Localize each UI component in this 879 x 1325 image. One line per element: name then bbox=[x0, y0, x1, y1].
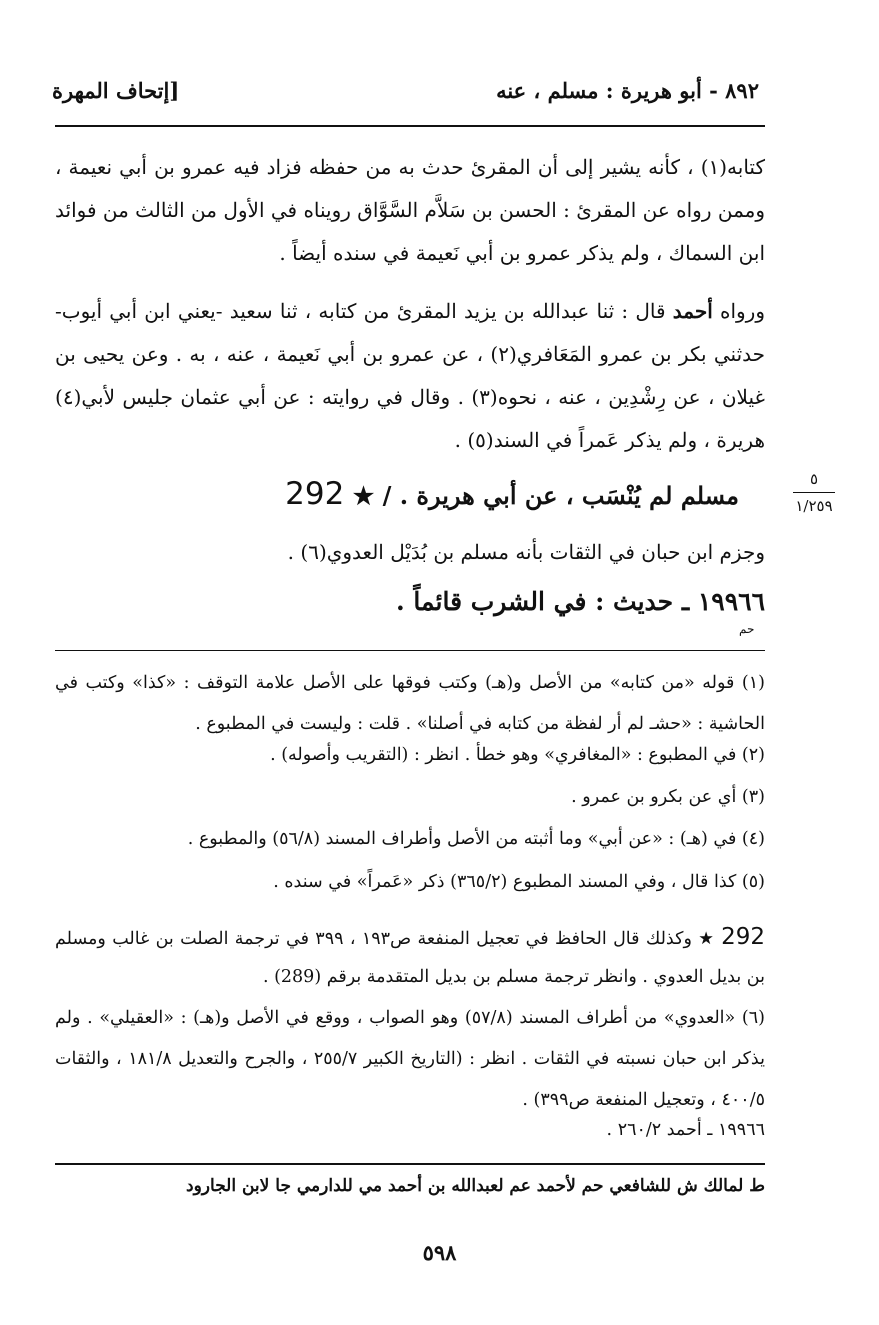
body-paragraph-3: وجزم ابن حبان في الثقات بأنه مسلم بن بُدَيْل العدوي(٦) . bbox=[287, 540, 765, 564]
body-paragraph-1: كتابه(١) ، كأنه يشير إلى أن المقرئ حدث به من حفظه فزاد فيه عمرو بن أبي نعيمة ، وممن رواه عن المقرئ : الحسن بن سَلاَّم السَّوَّاق رويناه في الأول من الثالث من فوائد ابن السماك ، ولم يذكر عمرو بن أبي نَعيمة في سنده أيضاً . bbox=[55, 155, 765, 265]
margin-mark: ٥ bbox=[809, 470, 819, 488]
entry-heading-292 bbox=[285, 476, 739, 512]
entry-number: 292 bbox=[285, 476, 345, 512]
footnote-rule bbox=[55, 650, 765, 651]
footnote-5: (٥) كذا قال ، وفي المسند المطبوع (٣٦٥/٢) ذكر «عَمراً» في سنده . bbox=[273, 872, 765, 892]
footnote-1: (١) قوله «من كتابه» من الأصل و(هـ) وكتب فوقها على الأصل علامة التوقف : «كذا» وكتب في الحاشية : «حشـ لم أر لفظة من كتابه في أصلنا» . قلت : وليست في المطبوع . bbox=[55, 673, 765, 734]
hadith-heading: ١٩٩٦٦ ـ حديث : في الشرب قائماً . bbox=[396, 587, 765, 616]
footnote-star-text: ★ وكذلك قال الحافظ في تعجيل المنفعة ص١٩٣ ، ٣٩٩ في ترجمة الصلت بن غالب ومسلم بن بديل العدوي . وانظر ترجمة مسلم بن بديل المتقدمة برقم (289) . bbox=[55, 929, 765, 987]
p2-bold-name: أحمد bbox=[672, 299, 713, 323]
header-rule bbox=[55, 125, 765, 127]
margin-divider bbox=[793, 492, 835, 493]
footnote-4: (٤) في (هـ) : «عن أبي» وما أثبته من الأصل وأطراف المسند (٥٦/٨) والمطبوع . bbox=[187, 829, 765, 849]
footnote-2: (٢) في المطبوع : «المغافري» وهو خطأ . انظر : (التقريب وأصوله) . bbox=[270, 745, 765, 765]
entry-heading: ٨٩٢ - أبو هريرة : مسلم ، عنه bbox=[496, 78, 759, 103]
footnote-hadith-source: ١٩٩٦٦ ـ أحمد ٢٦٠/٢ . bbox=[606, 1120, 765, 1140]
body-paragraph-2 bbox=[55, 290, 765, 462]
p2-rest: قال : ثنا عبدالله بن يزيد المقرئ من كتابه ، ثنا سعيد -يعني ابن أبي أيوب- حدثني بكر بن عمرو المَعَافري(٢) ، عن عمرو بن أبي نَعيمة ، عنه ، به . وعن يحيى بن غيلان ، عن رِشْدِين ، عنه ، نحوه(٣) . وقال في روايته : عن أبي عثمان جليس لأبي(٤) هريرة ، ولم يذكر عَمراً في السند(٥) . bbox=[55, 299, 766, 452]
margin-volume-page: ١/٢٥٩ bbox=[795, 497, 833, 515]
page-number: ٥٩٨ bbox=[422, 1240, 457, 1265]
hadith-source-tag: حم bbox=[739, 622, 755, 636]
footnote-6: (٦) «العدوي» من أطراف المسند (٥٧/٨) وهو الصواب ، ووقع في الأصل و(هـ) : «العقيلي» . ولم يذكر ابن حبان نسبته في الثقات . انظر : (التاريخ الكبير ٢٥٥/٧ ، والجرح والتعديل ١٨١/٨ ، والثقات ٤٠٠/٥ ، وتعجيل المنفعة ص٣٩٩) . bbox=[55, 1008, 765, 1110]
footnote-star-292 bbox=[55, 918, 765, 996]
entry-star: ★ / bbox=[352, 481, 392, 510]
sigla-legend: ط لمالك ش للشافعي حم لأحمد عم لعبدالله بن أحمد مي للدارمي جا لابن الجارود bbox=[186, 1176, 765, 1196]
p2-prefix: ورواه bbox=[712, 299, 765, 323]
margin-reference bbox=[787, 470, 841, 515]
book-title: [إتحاف المهرة bbox=[52, 78, 180, 103]
sigla-rule bbox=[55, 1163, 765, 1165]
entry-text: مسلم لم يُنْسَب ، عن أبي هريرة . bbox=[399, 481, 739, 510]
footnote-3: (٣) أي عن بكرو بن عمرو . bbox=[571, 787, 765, 807]
footnote-star-number: 292 bbox=[721, 924, 765, 950]
